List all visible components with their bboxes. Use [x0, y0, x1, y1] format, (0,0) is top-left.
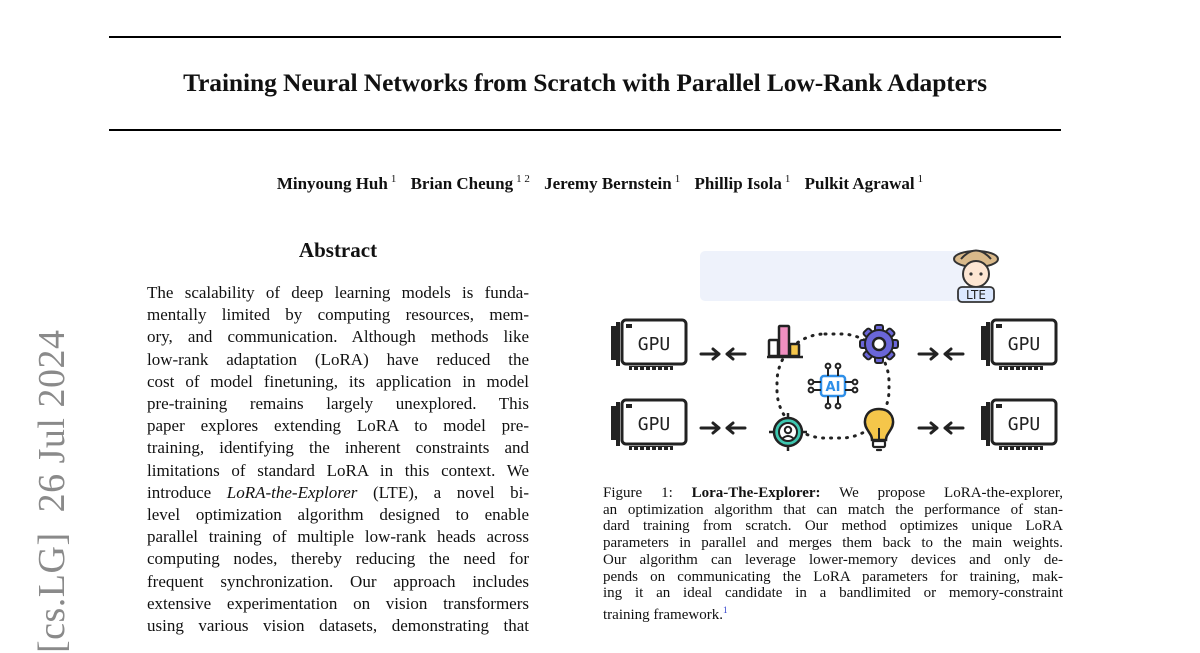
affiliation-mark: 1: [390, 173, 397, 185]
abstract-body: [147, 282, 529, 637]
author-name: Brian Cheung: [410, 173, 514, 193]
caption-line: an optimization algorithm that can match the performance of stan-: [603, 501, 1063, 518]
author: [411, 174, 530, 193]
caption-line: Our algorithm can leverage lower-memory devices and only de-: [603, 551, 1063, 568]
caption-line: [603, 602, 1063, 624]
mascot-label: LTE: [966, 288, 986, 302]
method-name: LoRA-the-Explorer: [226, 482, 358, 502]
target-person-icon: [769, 413, 807, 451]
abstract-line: low-rank adaptation (LoRA) have reduced the: [147, 349, 529, 369]
gpu-card-icon: [981, 400, 1056, 450]
abstract-line: The scalability of deep learning models is funda-: [147, 283, 529, 302]
caption-line: pends on communicating the LoRA parameters for training, mak-: [603, 568, 1063, 585]
abstract-line: frequent synchronization. Our approach includes: [147, 571, 529, 591]
abstract-line: paper explores extending LoRA to model pre-: [147, 416, 529, 436]
author: [694, 174, 790, 193]
abstract-line: mentally limited by computing resources, mem-: [147, 305, 529, 325]
caption-text: We propose LoRA-the-explorer,: [820, 485, 1063, 501]
author-name: Minyoung Huh: [276, 173, 388, 193]
author: [277, 174, 397, 193]
author: [805, 174, 924, 193]
affiliation-mark: 1: [784, 173, 791, 185]
exchange-arrows-icon: [919, 349, 963, 359]
author-name: Pulkit Agrawal: [804, 173, 915, 193]
abstract-line: computing nodes, thereby reducing the need for: [147, 549, 529, 569]
abstract-line: training, identifying the inherent constraints and: [147, 438, 529, 458]
caption-line: parameters in parallel and merges them back to the main weights.: [603, 535, 1063, 552]
figure-caption: [603, 485, 1063, 624]
abstract-line: limitations of standard LoRA in this context. We: [147, 460, 529, 480]
author-list: [0, 173, 1200, 194]
gpu-card-icon: [611, 320, 686, 370]
abstract-heading: Abstract: [298, 238, 378, 262]
gear-icon: [860, 325, 898, 363]
arxiv-sidebar-identifier: [cs.LG] 26 Jul 2024: [31, 329, 73, 653]
abstract-text: (LTE), a novel bi-: [357, 482, 529, 502]
abstract-line: cost of model finetuning, its application in model: [147, 371, 529, 391]
author: [544, 174, 680, 193]
gpu-label: GPU: [637, 334, 671, 355]
gpu-label: GPU: [637, 414, 671, 435]
affiliation-mark: 1 2: [516, 173, 530, 185]
abstract-line: pre-training remains largely unexplored. This: [147, 394, 529, 414]
abstract-line: parallel training of multiple low-rank heads across: [147, 527, 529, 547]
speech-bubble: [700, 251, 965, 301]
abstract-text: introduce: [147, 482, 227, 502]
title-rule-top: [109, 36, 1061, 38]
paper-title: Training Neural Networks from Scratch with Parallel Low-Rank Adapters: [183, 68, 987, 97]
caption-line: [603, 485, 1063, 502]
abstract-line: ory, and communication. Although methods like: [147, 327, 529, 347]
caption-text: training framework.: [603, 606, 723, 623]
footnote-marker[interactable]: 1: [722, 604, 728, 615]
title-rule-bottom: [109, 129, 1061, 131]
lightbulb-icon: [865, 409, 893, 450]
caption-line: dard training from scratch. Our method optimizes unique LoRA: [603, 518, 1063, 535]
abstract-line: [147, 482, 529, 504]
caption-line: ing it an ideal candidate in a bandlimited or memory-constraint: [603, 585, 1063, 602]
gpu-label: GPU: [1007, 334, 1041, 355]
exchange-arrows-icon: [701, 349, 745, 359]
affiliation-mark: 1: [917, 173, 924, 185]
gpu-card-icon: [611, 400, 686, 450]
ai-label: AI: [825, 380, 841, 395]
figure-svg: [603, 240, 1063, 465]
author-name: Phillip Isola: [694, 173, 782, 193]
affiliation-mark: 1: [674, 173, 681, 185]
abstract-line: extensive experimentation on vision transformers: [147, 593, 529, 613]
abstract-line: using various vision datasets, demonstrating that: [147, 616, 529, 636]
gpu-card-icon: [981, 320, 1056, 370]
ai-chip-icon: [809, 364, 858, 409]
gpu-label: GPU: [1007, 414, 1041, 435]
exchange-arrows-icon: [701, 423, 745, 433]
figure-1-diagram: [603, 240, 1063, 465]
abstract-line: level optimization algorithm designed to enable: [147, 505, 529, 525]
author-name: Jeremy Bernstein: [544, 173, 672, 193]
caption-bold-title: Lora-The-Explorer:: [691, 485, 821, 501]
exchange-arrows-icon: [919, 423, 963, 433]
caption-label: Figure 1:: [603, 485, 692, 501]
